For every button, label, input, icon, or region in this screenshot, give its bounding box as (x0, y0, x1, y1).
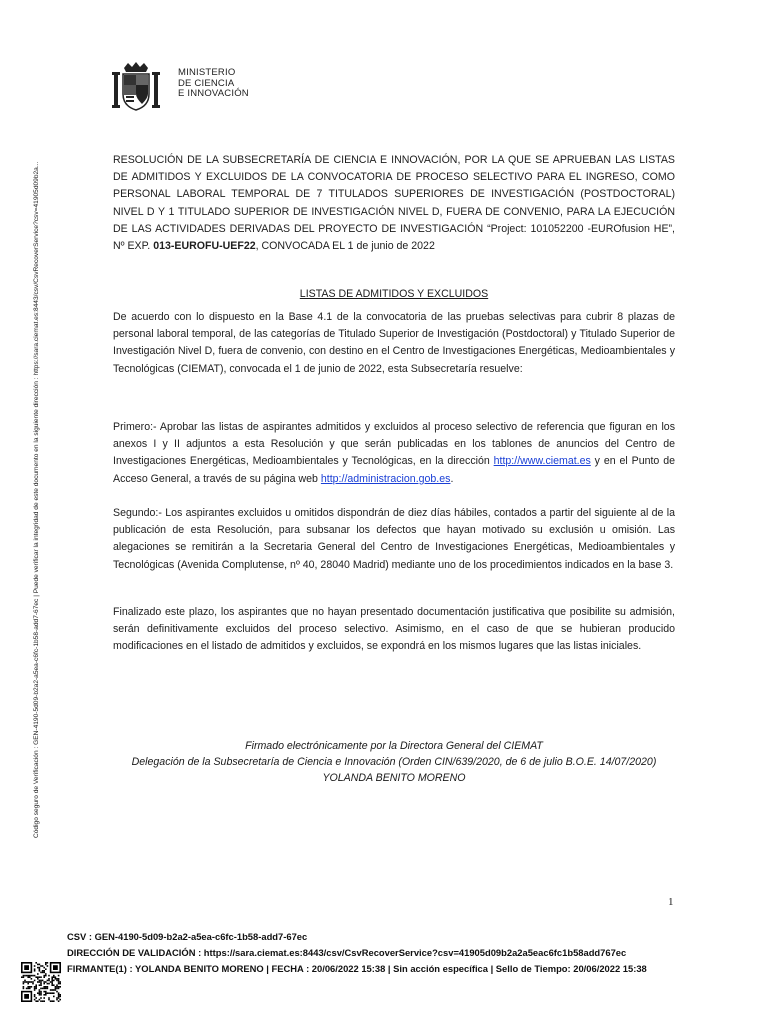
signature-line-1: Firmado electrónicamente por la Directora General del CIEMAT (245, 740, 543, 752)
paragraph-segundo: Segundo:- Los aspirantes excluidos u omitidos dispondrán de diez días hábiles, contados a partir del siguiente al de la publicación de esta Resolución, para subsanar los defectos que hayan motivado su exclusión u omisión. Las alegaciones se remitirán a la Secretaria General del Centro de Investigaciones Energéticas, Medioambientales y Tecnológicas (Avenida Complutense, nº 40, 28040 Madrid) mediante uno de los procedimientos indicados en la base 3. (113, 507, 675, 571)
title-tail: , CONVOCADA EL 1 de junio de 2022 (255, 240, 435, 253)
side-verification-text (33, 88, 45, 838)
paragraph-primero (113, 419, 675, 488)
ministry-line-3: E INNOVACIÓN (178, 88, 249, 99)
signature-block (113, 738, 675, 786)
primero-text-a: Primero:- Aprobar las listas de aspirantes admitidos y excluidos al proceso selectivo de referencia que figuran en los anexos I y II adjuntos a esta Resolución y que serán publicadas en los tablones de anuncios del Centro de Investigaciones Energéticas, Medioambientales y Tecnológicas, en la dirección (113, 421, 675, 468)
footer-validation-url: DIRECCIÓN DE VALIDACIÓN : https://sara.ciemat.es:8443/csv/CsvRecoverService?csv=41905d09b2a2a5eac6fc1b58add767ec (67, 947, 627, 958)
paragraph-finalizado: Finalizado este plazo, los aspirantes que no hayan presentado documentación justificativa que posibilite su admisión, serán definitivamente excluidos del proceso selectivo. Asimismo, en el caso de que se hubieran producido modificaciones en el listado de admitidos y excluidos, se expondrá en los mismos lugares que las listas iniciales. (113, 606, 675, 653)
ministry-line-1: MINISTERIO (178, 67, 236, 78)
qr-code-icon (21, 962, 61, 1002)
validation-footer (67, 929, 757, 977)
section-heading: LISTAS DE ADMITIDOS Y EXCLUIDOS (299, 288, 489, 300)
title-exp-code: 013-EUROFU-UEF22 (153, 240, 256, 253)
footer-csv: CSV : GEN-4190-5d09-b2a2-a5ea-c6fc-1b58-add7-67ec (67, 931, 308, 942)
administracion-link[interactable]: http://administracion.gob.es (320, 472, 451, 485)
signature-line-2: Delegación de la Subsecretaría de Ciencia e Innovación (Orden CIN/639/2020, de 6 de julio B.O.E. 14/07/2020) (131, 756, 657, 768)
primero-text-b: y en el Punto de Acceso General, a través de su página web (113, 455, 675, 485)
side-verification-label: Código seguro de Verificación : GEN-4190-5d09-b2a2-a5ea-c6fc-1b58-add7-67ec | Puede verificar la integridad de este documento en la siguiente dirección : https://sara.ciemat.es:8443/csv/CsvRecoverService?csv=41905d09b2a... (33, 161, 40, 838)
ministry-name (178, 68, 249, 100)
ciemat-link[interactable]: http://www.ciemat.es (493, 455, 591, 468)
ministry-line-2: DE CIENCIA (178, 77, 235, 89)
paragraph-intro: De acuerdo con lo dispuesto en la Base 4.1 de la convocatoria de las pruebas selectivas para cubrir 8 plazas de personal laboral temporal, de las categorías de Titulado Superior de Investigación (Postdoctoral) y Titulado Superior de Investigación Nivel D, fuera de convenio, con destino en el Centro de Investigaciones Energéticas, Medioambientales y Tecnológicas (CIEMAT), convocada el 1 de junio de 2022, esta Subsecretaría resuelve: (113, 311, 675, 375)
primero-text-c: . (450, 472, 454, 485)
resolution-title (113, 152, 675, 255)
title-text: RESOLUCIÓN DE LA SUBSECRETARÍA DE CIENCIA E INNOVACIÓN, POR LA QUE SE APRUEBAN LAS LISTAS DE ADMITIDOS Y EXCLUIDOS DE LA CONVOCATORIA DE PROCESO SELECTIVO PARA EL INGRESO, COMO PERSONAL LABORAL TEMPORAL DE 7 TITULADOS SUPERIORES DE INVESTIGACIÓN (POSTDOCTORAL) NIVEL D Y 1 TITULADO SUPERIOR DE INVESTIGACIÓN NIVEL D, FUERA DE CONVENIO, PARA LA EJECUCIÓN DE LAS ACTIVIDADES DERIVADAS DEL PROYECTO DE INVESTIGACIÓN “Project: 101052200 -EUROfusion HE”, Nº EXP. (113, 154, 675, 253)
page-number: 1 (668, 896, 674, 908)
footer-signer: FIRMANTE(1) : YOLANDA BENITO MORENO | FECHA : 20/06/2022 15:38 | Sin acción específica | Sello de Tiempo: 20/06/2022 15:38 (67, 963, 647, 974)
signature-name: YOLANDA BENITO MORENO (322, 772, 466, 784)
